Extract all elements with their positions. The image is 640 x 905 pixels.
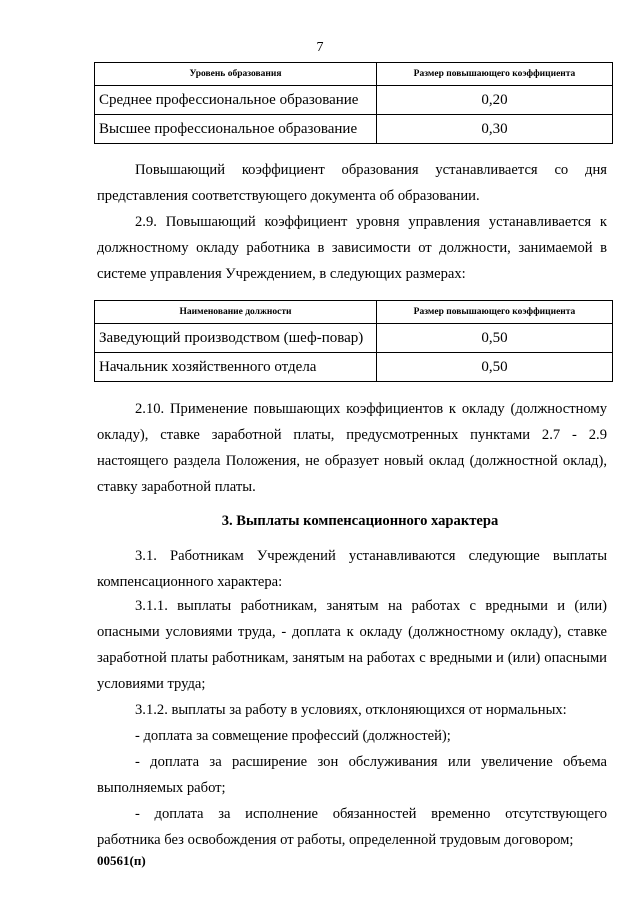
table-cell: Начальник хозяйственного отдела bbox=[95, 353, 377, 382]
column-header: Наименование должности bbox=[95, 301, 377, 324]
table-header-row bbox=[95, 63, 613, 86]
paragraph: - доплата за исполнение обязанностей временно отсутствующего работника без освобождения от работы, определенной трудовым договором; bbox=[97, 806, 607, 848]
document-code: 00561(п) bbox=[97, 853, 146, 868]
table-cell: 0,30 bbox=[377, 115, 613, 144]
position-coefficient-table bbox=[94, 300, 613, 382]
table-row bbox=[95, 353, 613, 382]
paragraph: - доплата за расширение зон обслуживания или увеличение объема выполняемых работ; bbox=[97, 754, 607, 796]
column-header: Размер повышающего коэффициента bbox=[377, 63, 613, 86]
table-cell: 0,20 bbox=[377, 86, 613, 115]
table-row bbox=[95, 115, 613, 144]
table-header-row bbox=[95, 301, 613, 324]
table-cell: Высшее профессиональное образование bbox=[95, 115, 377, 144]
column-header: Уровень образования bbox=[95, 63, 377, 86]
education-coefficient-table bbox=[94, 62, 613, 144]
table-row bbox=[95, 324, 613, 353]
table-cell: 0,50 bbox=[377, 324, 613, 353]
table-cell: Среднее профессиональное образование bbox=[95, 86, 377, 115]
section-heading: 3. Выплаты компенсационного характера bbox=[221, 513, 499, 529]
table-cell: 0,50 bbox=[377, 353, 613, 382]
table-cell: Заведующий производством (шеф-повар) bbox=[95, 324, 377, 353]
paragraph: 3.1. Работникам Учреждений устанавливаются следующие выплаты компенсационного характера: bbox=[97, 548, 607, 590]
paragraph: 2.9. Повышающий коэффициент уровня управления устанавливается к должностному окладу работника в зависимости от должности, занимаемой в системе управления Учреждением, в следующих размерах: bbox=[97, 214, 607, 282]
paragraph: 3.1.1. выплаты работникам, занятым на работах с вредными и (или) опасными условиями труда, - доплата к окладу (должностному окладу), ставке заработной платы работникам, занятым на работах с вредными и (или) опасными условиями труда; bbox=[97, 598, 607, 692]
paragraph: 3.1.2. выплаты за работу в условиях, отклоняющихся от нормальных: bbox=[135, 702, 567, 718]
paragraph: - доплата за совмещение профессий (должностей); bbox=[135, 728, 451, 744]
paragraph: Повышающий коэффициент образования устанавливается со дня представления соответствующего документа об образовании. bbox=[97, 162, 607, 204]
table-row bbox=[95, 86, 613, 115]
column-header: Размер повышающего коэффициента bbox=[377, 301, 613, 324]
page-number: 7 bbox=[316, 40, 324, 55]
paragraph: 2.10. Применение повышающих коэффициентов к окладу (должностному окладу), ставке заработной платы, предусмотренных пунктами 2.7 - 2.9 настоящего раздела Положения, не образует новый оклад (должностной оклад), ставку заработной платы. bbox=[97, 401, 607, 495]
